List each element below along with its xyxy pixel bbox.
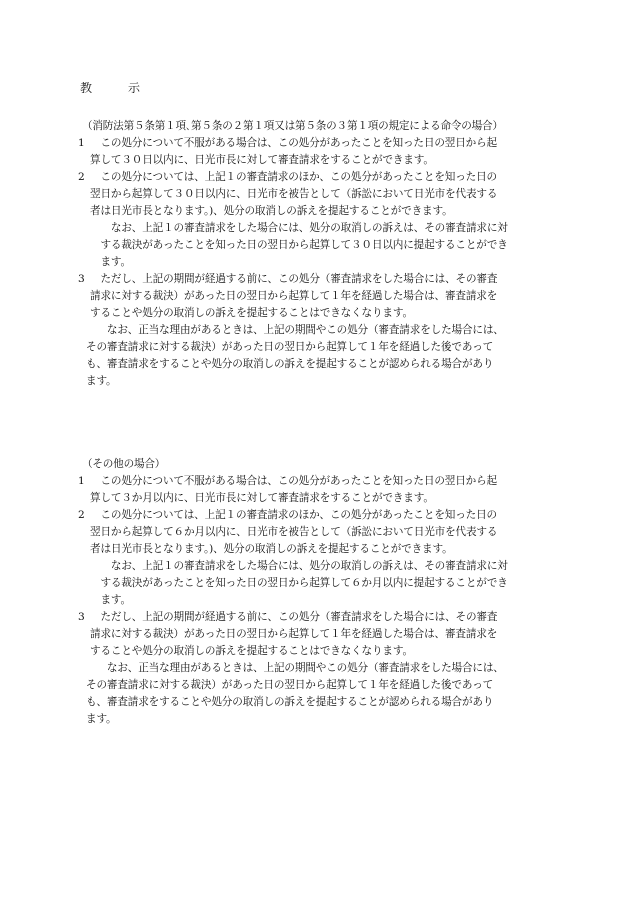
item-number: 1	[78, 137, 85, 149]
note-line: なお、正当な理由があるときは、上記の期間やこの処分（審査請求をした場合には、	[86, 324, 504, 336]
item-number: 2	[78, 171, 85, 183]
item-number: 1	[78, 475, 85, 487]
list-item	[78, 609, 554, 660]
section-other	[78, 456, 554, 728]
list-item	[78, 169, 554, 271]
item-number: 2	[78, 509, 85, 521]
item-number: 3	[78, 273, 85, 285]
note-line: ます。	[90, 594, 131, 606]
exception-note	[86, 660, 554, 728]
list-item	[78, 473, 554, 507]
item-number: 3	[78, 611, 85, 623]
note-line: も、審査請求をすることや処分の取消しの訴えを提起することが認められる場合があり	[86, 696, 494, 708]
note-line: ます。	[86, 713, 117, 725]
note-line: なお、上記１の審査請求をした場合には、処分の取消しの訴えは、その審査請求に対	[90, 222, 508, 234]
exception-note	[86, 322, 554, 390]
note-line: なお、正当な理由があるときは、上記の期間やこの処分（審査請求をした場合には、	[86, 662, 504, 674]
page-title: 教 示	[80, 81, 153, 95]
note-line: なお、上記１の審査請求をした場合には、処分の取消しの訴えは、その審査請求に対	[90, 560, 508, 572]
text-line: 算して３０日以内に、日光市長に対して審査請求をすることができます。	[90, 154, 434, 166]
section-header: （消防法第５条第１項､第５条の２第１項又は第５条の３第１項の規定による命令の場合）	[82, 120, 503, 132]
section-header: （その他の場合）	[82, 458, 166, 470]
text-line: することや処分の取消しの訴えを提起することはできなくなります。	[90, 307, 413, 319]
note-line: その審査請求に対する裁決）があった日の翌日から起算して１年を経過した後であって	[86, 679, 494, 691]
text-line: 請求に対する裁決）があった日の翌日から起算して１年を経過した場合は、審査請求を	[90, 628, 498, 640]
list-item	[78, 507, 554, 609]
list-item	[78, 135, 554, 169]
text-line: 請求に対する裁決）があった日の翌日から起算して１年を経過した場合は、審査請求を	[90, 290, 498, 302]
note-line: も、審査請求をすることや処分の取消しの訴えを提起することが認められる場合があり	[86, 358, 494, 370]
list-item	[78, 271, 554, 322]
note-line: する裁決があったことを知った日の翌日から起算して６か月以内に提起することができ	[90, 577, 508, 589]
text-line: この処分について不服がある場合は、この処分があったことを知った日の翌日から起	[90, 137, 497, 149]
text-line: この処分については、上記１の審査請求のほか、この処分があったことを知った日の	[90, 509, 497, 521]
text-line: 翌日から起算して３０日以内に、日光市を被告として（訴訟において日光市を代表する	[90, 188, 498, 200]
text-line: 者は日光市長となります。)、処分の取消しの訴えを提起することができます。	[90, 205, 453, 217]
text-line: 翌日から起算して６か月以内に、日光市を被告として（訴訟において日光市を代表する	[90, 526, 498, 538]
text-line: ただし、上記の期間が経過する前に、この処分（審査請求をした場合には、その審査	[90, 273, 498, 285]
note-line: する裁決があったことを知った日の翌日から起算して３０日以内に提起することができ	[90, 239, 508, 251]
text-line: ただし、上記の期間が経過する前に、この処分（審査請求をした場合には、その審査	[90, 611, 498, 623]
note-line: その審査請求に対する裁決）があった日の翌日から起算して１年を経過した後であって	[86, 341, 494, 353]
text-line: この処分については、上記１の審査請求のほか、この処分があったことを知った日の	[90, 171, 497, 183]
section-fire-law	[78, 118, 554, 390]
text-line: 算して３か月以内に、日光市長に対して審査請求をすることができます。	[90, 492, 434, 504]
note-line: ます。	[86, 375, 117, 387]
text-line: 者は日光市長となります。)、処分の取消しの訴えを提起することができます。	[90, 543, 453, 555]
note-line: ます。	[90, 256, 131, 268]
text-line: この処分について不服がある場合は、この処分があったことを知った日の翌日から起	[90, 475, 497, 487]
text-line: することや処分の取消しの訴えを提起することはできなくなります。	[90, 645, 413, 657]
